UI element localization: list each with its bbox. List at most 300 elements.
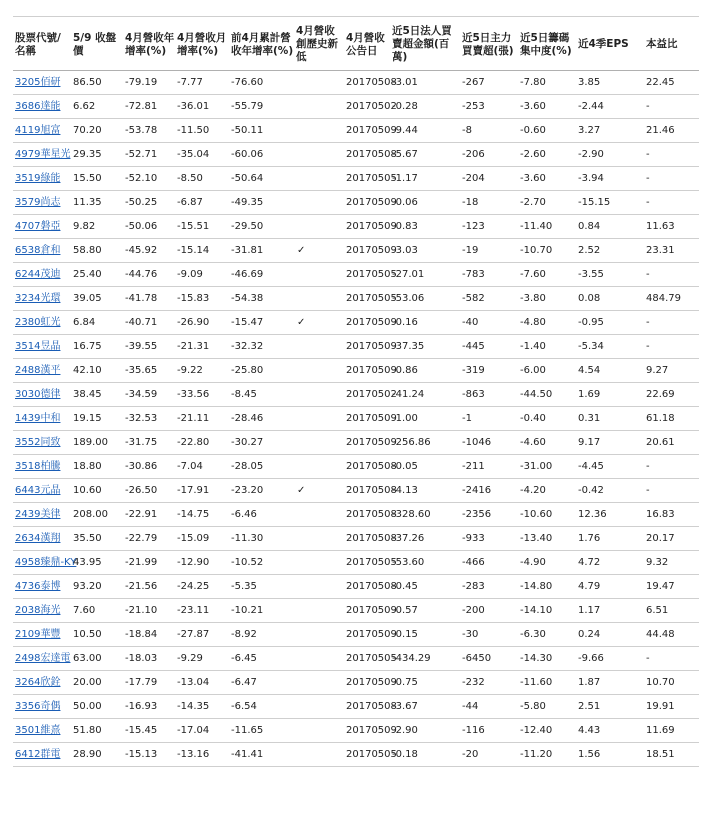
close-price-cell: 58.80	[71, 239, 123, 263]
chip-concentration-cell: -4.90	[518, 551, 576, 575]
table-row	[13, 143, 699, 167]
stock-link[interactable]: 6538倉和	[15, 244, 61, 256]
close-price-cell: 16.75	[71, 335, 123, 359]
pe-ratio-cell: 61.18	[644, 407, 699, 431]
institutional-net-buy-cell: -27.01	[390, 263, 460, 287]
institutional-net-buy-cell: -9.44	[390, 119, 460, 143]
eps-4q-cell: 4.54	[576, 359, 644, 383]
revenue-yoy-cell: -30.86	[123, 455, 175, 479]
revenue-mom-cell: -9.29	[175, 647, 229, 671]
stock-link[interactable]: 1439中和	[15, 412, 61, 424]
chip-concentration-cell: -31.00	[518, 455, 576, 479]
eps-4q-cell: 1.76	[576, 527, 644, 551]
revenue-yoy-cell: -18.84	[123, 623, 175, 647]
chip-concentration-cell: -12.40	[518, 719, 576, 743]
revenue-yoy-cell: -21.56	[123, 575, 175, 599]
record-low-check-cell	[294, 623, 344, 647]
stock-link[interactable]: 2380虹光	[15, 316, 61, 328]
revenue-mom-cell: -13.04	[175, 671, 229, 695]
revenue-mom-cell: -13.16	[175, 743, 229, 767]
record-low-check-cell: ✓	[294, 239, 344, 263]
chip-concentration-cell: -4.60	[518, 431, 576, 455]
institutional-net-buy-cell: -0.45	[390, 575, 460, 599]
record-low-check-cell: ✓	[294, 311, 344, 335]
chip-concentration-cell: -2.70	[518, 191, 576, 215]
institutional-net-buy-cell: -0.15	[390, 623, 460, 647]
stock-link[interactable]: 3234光環	[15, 292, 61, 304]
institutional-net-buy-cell: -3.01	[390, 71, 460, 95]
screener-table-container	[13, 16, 699, 767]
header-institutional-net-buy: 近5日法人買賣超金額(百萬)	[390, 17, 460, 71]
institutional-net-buy-cell: -0.05	[390, 455, 460, 479]
announce-date-cell: 20170509	[344, 311, 390, 335]
stock-link[interactable]: 2109華豐	[15, 628, 61, 640]
header-revenue-announce-date: 4月營收公告日	[344, 17, 390, 71]
revenue-yoy-cell: -41.78	[123, 287, 175, 311]
chip-concentration-cell: -14.80	[518, 575, 576, 599]
institutional-net-buy-cell: -0.86	[390, 359, 460, 383]
record-low-check-cell	[294, 503, 344, 527]
stock-link-cell	[13, 71, 71, 95]
ytd-revenue-yoy-cell: -10.21	[229, 599, 294, 623]
pe-ratio-cell: -	[644, 647, 699, 671]
revenue-mom-cell: -15.51	[175, 215, 229, 239]
eps-4q-cell: 3.27	[576, 119, 644, 143]
stock-link[interactable]: 2038海光	[15, 604, 61, 616]
major-net-buy-cell: -267	[460, 71, 518, 95]
stock-link[interactable]: 3514昱晶	[15, 340, 61, 352]
table-row	[13, 71, 699, 95]
close-price-cell: 18.80	[71, 455, 123, 479]
institutional-net-buy-cell: -0.57	[390, 599, 460, 623]
close-price-cell: 35.50	[71, 527, 123, 551]
chip-concentration-cell: -14.30	[518, 647, 576, 671]
table-row	[13, 743, 699, 767]
close-price-cell: 6.62	[71, 95, 123, 119]
close-price-cell: 189.00	[71, 431, 123, 455]
announce-date-cell: 20170509	[344, 407, 390, 431]
ytd-revenue-yoy-cell: -29.50	[229, 215, 294, 239]
ytd-revenue-yoy-cell: -46.69	[229, 263, 294, 287]
revenue-yoy-cell: -21.10	[123, 599, 175, 623]
revenue-mom-cell: -14.35	[175, 695, 229, 719]
stock-link-cell	[13, 431, 71, 455]
header-apr-revenue-mom: 4月營收月增率(%)	[175, 17, 229, 71]
table-row	[13, 455, 699, 479]
announce-date-cell: 20170509	[344, 239, 390, 263]
stock-link[interactable]: 4736泰博	[15, 580, 61, 592]
record-low-check-cell	[294, 215, 344, 239]
stock-link-cell	[13, 335, 71, 359]
pe-ratio-cell: 22.69	[644, 383, 699, 407]
chip-concentration-cell: -7.60	[518, 263, 576, 287]
pe-ratio-cell: 18.51	[644, 743, 699, 767]
ytd-revenue-yoy-cell: -11.65	[229, 719, 294, 743]
announce-date-cell: 20170509	[344, 119, 390, 143]
close-price-cell: 39.05	[71, 287, 123, 311]
pe-ratio-cell: 10.70	[644, 671, 699, 695]
revenue-mom-cell: -11.50	[175, 119, 229, 143]
revenue-yoy-cell: -22.79	[123, 527, 175, 551]
revenue-mom-cell: -22.80	[175, 431, 229, 455]
revenue-mom-cell: -17.04	[175, 719, 229, 743]
institutional-net-buy-cell: -328.60	[390, 503, 460, 527]
close-price-cell: 86.50	[71, 71, 123, 95]
stock-link[interactable]: 3501維熹	[15, 724, 61, 736]
record-low-check-cell	[294, 383, 344, 407]
revenue-decline-table	[13, 16, 699, 767]
stock-link-cell	[13, 743, 71, 767]
announce-date-cell: 20170505	[344, 167, 390, 191]
announce-date-cell: 20170508	[344, 695, 390, 719]
table-row	[13, 527, 699, 551]
revenue-yoy-cell: -45.92	[123, 239, 175, 263]
stock-link-cell	[13, 119, 71, 143]
revenue-mom-cell: -8.50	[175, 167, 229, 191]
ytd-revenue-yoy-cell: -25.80	[229, 359, 294, 383]
announce-date-cell: 20170508	[344, 71, 390, 95]
close-price-cell: 19.15	[71, 407, 123, 431]
chip-concentration-cell: -0.60	[518, 119, 576, 143]
record-low-check-cell	[294, 719, 344, 743]
stock-link-cell	[13, 311, 71, 335]
eps-4q-cell: 1.17	[576, 599, 644, 623]
stock-link[interactable]: 4979華星光	[15, 148, 71, 160]
ytd-revenue-yoy-cell: -6.47	[229, 671, 294, 695]
ytd-revenue-yoy-cell: -41.41	[229, 743, 294, 767]
close-price-cell: 25.40	[71, 263, 123, 287]
major-net-buy-cell: -20	[460, 743, 518, 767]
chip-concentration-cell: -44.50	[518, 383, 576, 407]
eps-4q-cell: 3.85	[576, 71, 644, 95]
chip-concentration-cell: -4.20	[518, 479, 576, 503]
stock-link-cell	[13, 167, 71, 191]
stock-link[interactable]: 3552同致	[15, 436, 61, 448]
stock-link-cell	[13, 599, 71, 623]
table-row	[13, 311, 699, 335]
eps-4q-cell: -15.15	[576, 191, 644, 215]
chip-concentration-cell: -11.60	[518, 671, 576, 695]
stock-link[interactable]: 4119旭富	[15, 124, 61, 136]
table-row	[13, 215, 699, 239]
announce-date-cell: 20170508	[344, 479, 390, 503]
table-row	[13, 95, 699, 119]
revenue-mom-cell: -9.22	[175, 359, 229, 383]
eps-4q-cell: 1.87	[576, 671, 644, 695]
revenue-yoy-cell: -21.99	[123, 551, 175, 575]
chip-concentration-cell: -4.80	[518, 311, 576, 335]
stock-link-cell	[13, 383, 71, 407]
record-low-check-cell	[294, 71, 344, 95]
major-net-buy-cell: -123	[460, 215, 518, 239]
close-price-cell: 11.35	[71, 191, 123, 215]
stock-link[interactable]: 3686達能	[15, 100, 61, 112]
stock-link-cell	[13, 551, 77, 575]
record-low-check-cell: ✓	[294, 479, 344, 503]
ytd-revenue-yoy-cell: -23.20	[229, 479, 294, 503]
header-close-price: 5/9 收盤價	[71, 17, 123, 71]
stock-link-cell	[13, 143, 71, 167]
revenue-yoy-cell: -40.71	[123, 311, 175, 335]
record-low-check-cell	[294, 575, 344, 599]
stock-link[interactable]: 2498宏達電	[15, 652, 71, 664]
eps-4q-cell: 4.43	[576, 719, 644, 743]
close-price-cell: 9.82	[71, 215, 123, 239]
eps-4q-cell: -4.45	[576, 455, 644, 479]
header-apr-revenue-yoy: 4月營收年增率(%)	[123, 17, 175, 71]
institutional-net-buy-cell: -0.75	[390, 671, 460, 695]
stock-link-cell	[13, 191, 71, 215]
revenue-mom-cell: -33.56	[175, 383, 229, 407]
major-net-buy-cell: -40	[460, 311, 518, 335]
revenue-mom-cell: -12.90	[175, 551, 229, 575]
chip-concentration-cell: -3.60	[518, 95, 576, 119]
major-net-buy-cell: -6450	[460, 647, 518, 671]
stock-link[interactable]: 3030德律	[15, 388, 61, 400]
revenue-mom-cell: -7.77	[175, 71, 229, 95]
stock-link-cell	[13, 503, 71, 527]
announce-date-cell: 20170502	[344, 383, 390, 407]
eps-4q-cell: 4.72	[576, 551, 644, 575]
table-row	[13, 719, 699, 743]
revenue-mom-cell: -15.14	[175, 239, 229, 263]
major-net-buy-cell: -863	[460, 383, 518, 407]
ytd-revenue-yoy-cell: -76.60	[229, 71, 294, 95]
table-row	[13, 335, 699, 359]
eps-4q-cell: 2.51	[576, 695, 644, 719]
institutional-net-buy-cell: -0.28	[390, 95, 460, 119]
announce-date-cell: 20170505	[344, 263, 390, 287]
record-low-check-cell	[294, 335, 344, 359]
stock-link-cell	[13, 479, 71, 503]
stock-link-cell	[13, 575, 71, 599]
table-row	[13, 263, 699, 287]
revenue-mom-cell: -15.83	[175, 287, 229, 311]
stock-link[interactable]: 4958臻鼎-KY	[15, 556, 77, 568]
pe-ratio-cell: 19.91	[644, 695, 699, 719]
stock-link[interactable]: 2439美律	[15, 508, 61, 520]
stock-link[interactable]: 3264欣銓	[15, 676, 61, 688]
close-price-cell: 50.00	[71, 695, 123, 719]
major-net-buy-cell: -18	[460, 191, 518, 215]
announce-date-cell: 20170509	[344, 359, 390, 383]
record-low-check-cell	[294, 647, 344, 671]
record-low-check-cell	[294, 95, 344, 119]
table-row	[13, 431, 699, 455]
major-net-buy-cell: -466	[460, 551, 518, 575]
record-low-check-cell	[294, 263, 344, 287]
pe-ratio-cell: -	[644, 167, 699, 191]
close-price-cell: 70.20	[71, 119, 123, 143]
chip-concentration-cell: -13.40	[518, 527, 576, 551]
revenue-yoy-cell: -52.71	[123, 143, 175, 167]
stock-link[interactable]: 6412群電	[15, 748, 61, 760]
close-price-cell: 20.00	[71, 671, 123, 695]
eps-4q-cell: -0.95	[576, 311, 644, 335]
stock-link-cell	[13, 95, 71, 119]
stock-link[interactable]: 6244茂迪	[15, 268, 61, 280]
header-revenue-record-low: 4月營收創歷史新低	[294, 17, 344, 71]
ytd-revenue-yoy-cell: -6.45	[229, 647, 294, 671]
chip-concentration-cell: -14.10	[518, 599, 576, 623]
ytd-revenue-yoy-cell: -49.35	[229, 191, 294, 215]
chip-concentration-cell: -3.80	[518, 287, 576, 311]
stock-link[interactable]: 3518柏騰	[15, 460, 61, 472]
chip-concentration-cell: -3.60	[518, 167, 576, 191]
pe-ratio-cell: 9.27	[644, 359, 699, 383]
announce-date-cell: 20170509	[344, 215, 390, 239]
revenue-mom-cell: -15.09	[175, 527, 229, 551]
stock-link-cell	[13, 239, 71, 263]
major-net-buy-cell: -283	[460, 575, 518, 599]
record-low-check-cell	[294, 455, 344, 479]
institutional-net-buy-cell: -0.16	[390, 311, 460, 335]
revenue-mom-cell: -36.01	[175, 95, 229, 119]
table-body	[13, 71, 699, 767]
eps-4q-cell: 9.17	[576, 431, 644, 455]
major-net-buy-cell: -1046	[460, 431, 518, 455]
revenue-mom-cell: -6.87	[175, 191, 229, 215]
eps-4q-cell: -3.55	[576, 263, 644, 287]
stock-link[interactable]: 2488漢平	[15, 364, 61, 376]
chip-concentration-cell: -10.60	[518, 503, 576, 527]
institutional-net-buy-cell: -4.13	[390, 479, 460, 503]
revenue-yoy-cell: -18.03	[123, 647, 175, 671]
chip-concentration-cell: -5.80	[518, 695, 576, 719]
revenue-yoy-cell: -22.91	[123, 503, 175, 527]
eps-4q-cell: 0.24	[576, 623, 644, 647]
announce-date-cell: 20170509	[344, 599, 390, 623]
revenue-mom-cell: -7.04	[175, 455, 229, 479]
pe-ratio-cell: -	[644, 95, 699, 119]
ytd-revenue-yoy-cell: -8.45	[229, 383, 294, 407]
institutional-net-buy-cell: -2.90	[390, 719, 460, 743]
institutional-net-buy-cell: -41.24	[390, 383, 460, 407]
institutional-net-buy-cell: -37.35	[390, 335, 460, 359]
chip-concentration-cell: -0.40	[518, 407, 576, 431]
ytd-revenue-yoy-cell: -32.32	[229, 335, 294, 359]
stock-link-cell	[13, 671, 71, 695]
revenue-yoy-cell: -50.25	[123, 191, 175, 215]
stock-link[interactable]: 4707磐亞	[15, 220, 61, 232]
eps-4q-cell: -0.42	[576, 479, 644, 503]
close-price-cell: 6.84	[71, 311, 123, 335]
pe-ratio-cell: 23.31	[644, 239, 699, 263]
stock-link[interactable]: 3579尚志	[15, 196, 61, 208]
major-net-buy-cell: -2416	[460, 479, 518, 503]
eps-4q-cell: 4.79	[576, 575, 644, 599]
eps-4q-cell: -5.34	[576, 335, 644, 359]
revenue-yoy-cell: -31.75	[123, 431, 175, 455]
ytd-revenue-yoy-cell: -10.52	[229, 551, 294, 575]
table-row	[13, 119, 699, 143]
announce-date-cell: 20170509	[344, 671, 390, 695]
table-row	[13, 167, 699, 191]
close-price-cell: 29.35	[71, 143, 123, 167]
revenue-mom-cell: -14.75	[175, 503, 229, 527]
stock-link-cell	[13, 455, 71, 479]
chip-concentration-cell: -11.40	[518, 215, 576, 239]
table-row	[13, 407, 699, 431]
major-net-buy-cell: -116	[460, 719, 518, 743]
pe-ratio-cell: 6.51	[644, 599, 699, 623]
table-row	[13, 623, 699, 647]
announce-date-cell: 20170508	[344, 455, 390, 479]
institutional-net-buy-cell: -0.18	[390, 743, 460, 767]
institutional-net-buy-cell: -3.03	[390, 239, 460, 263]
institutional-net-buy-cell: -1.00	[390, 407, 460, 431]
revenue-yoy-cell: -16.93	[123, 695, 175, 719]
major-net-buy-cell: -232	[460, 671, 518, 695]
stock-link[interactable]: 3356奇偶	[15, 700, 61, 712]
revenue-mom-cell: -26.90	[175, 311, 229, 335]
revenue-yoy-cell: -15.13	[123, 743, 175, 767]
pe-ratio-cell: -	[644, 263, 699, 287]
stock-link-cell	[13, 359, 71, 383]
stock-link[interactable]: 2634漢翔	[15, 532, 61, 544]
record-low-check-cell	[294, 143, 344, 167]
record-low-check-cell	[294, 527, 344, 551]
ytd-revenue-yoy-cell: -28.46	[229, 407, 294, 431]
pe-ratio-cell: 21.46	[644, 119, 699, 143]
pe-ratio-cell: 22.45	[644, 71, 699, 95]
close-price-cell: 38.45	[71, 383, 123, 407]
record-low-check-cell	[294, 191, 344, 215]
header-pe-ratio: 本益比	[644, 17, 699, 71]
header-chip-concentration: 近5日籌碼集中度(%)	[518, 17, 576, 71]
table-row	[13, 599, 699, 623]
pe-ratio-cell: 11.69	[644, 719, 699, 743]
record-low-check-cell	[294, 119, 344, 143]
institutional-net-buy-cell: -37.26	[390, 527, 460, 551]
eps-4q-cell: 1.69	[576, 383, 644, 407]
announce-date-cell: 20170509	[344, 719, 390, 743]
table-row	[13, 647, 699, 671]
major-net-buy-cell: -319	[460, 359, 518, 383]
announce-date-cell: 20170508	[344, 143, 390, 167]
ytd-revenue-yoy-cell: -5.35	[229, 575, 294, 599]
pe-ratio-cell: -	[644, 335, 699, 359]
pe-ratio-cell: -	[644, 455, 699, 479]
stock-link[interactable]: 3205佰研	[15, 76, 61, 88]
revenue-yoy-cell: -17.79	[123, 671, 175, 695]
eps-4q-cell: 0.08	[576, 287, 644, 311]
stock-link[interactable]: 3519綠能	[15, 172, 61, 184]
stock-link-cell	[13, 527, 71, 551]
major-net-buy-cell: -211	[460, 455, 518, 479]
revenue-mom-cell: -27.87	[175, 623, 229, 647]
institutional-net-buy-cell: -0.83	[390, 215, 460, 239]
revenue-mom-cell: -21.31	[175, 335, 229, 359]
major-net-buy-cell: -783	[460, 263, 518, 287]
table-row	[13, 695, 699, 719]
record-low-check-cell	[294, 743, 344, 767]
eps-4q-cell: 0.84	[576, 215, 644, 239]
stock-link[interactable]: 6443元晶	[15, 484, 61, 496]
table-row	[13, 239, 699, 263]
close-price-cell: 51.80	[71, 719, 123, 743]
close-price-cell: 63.00	[71, 647, 123, 671]
ytd-revenue-yoy-cell: -31.81	[229, 239, 294, 263]
revenue-yoy-cell: -34.59	[123, 383, 175, 407]
close-price-cell: 10.50	[71, 623, 123, 647]
record-low-check-cell	[294, 167, 344, 191]
revenue-yoy-cell: -39.55	[123, 335, 175, 359]
major-net-buy-cell: -445	[460, 335, 518, 359]
revenue-yoy-cell: -79.19	[123, 71, 175, 95]
record-low-check-cell	[294, 671, 344, 695]
ytd-revenue-yoy-cell: -11.30	[229, 527, 294, 551]
